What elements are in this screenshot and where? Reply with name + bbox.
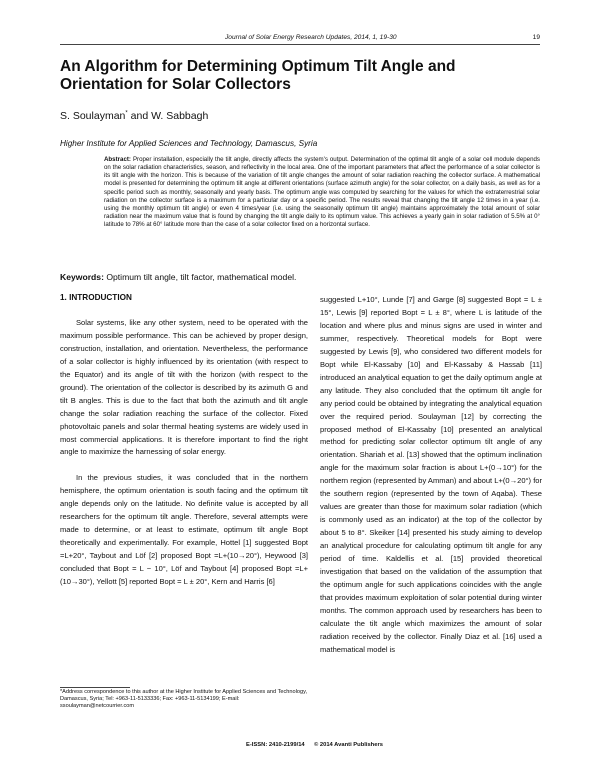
article-title: An Algorithm for Determining Optimum Tilt Angle and Orientation for Solar Collectors [60, 58, 456, 93]
header-rule [60, 44, 540, 45]
issn: E-ISSN: 2410-2199/14 [246, 742, 305, 748]
paragraph: In the previous studies, it was concluded that in the northern hemisphere, the optimum orientation is south facing and the optimum tilt angle depends only on the latitude. No definite value is accepted by all researchers for the optimum tilt angle. Therefore, several attempts were made to determine, or at least to estimate, optimum tilt angle Bopt theoretically and experimentally. For example, Hottel [1] suggested Bopt =L+20°, Taybout and Löf [2] proposed Bopt =L+(10→20°), Heywood [3] concluded that Bopt = L − 10°, Löf and Taybout [4] proposed Bopt =L+(10→30°), Yellott [5] reported Bopt = L ± 20°, Kern and Harris [6] [60, 473, 308, 587]
column-left [60, 292, 308, 589]
author-2: and W. Sabbagh [127, 110, 209, 122]
page-number: 19 [532, 34, 540, 41]
author-1: S. Soulayman [60, 110, 126, 122]
paragraph: Solar systems, like any other system, need to be operated with the maximum possible performance. This can be achieved by proper design, construction, installation, and orientation. Nevertheless, the performance of a solar collector is highly influenced by its orientation (with respect to the Equator) and its angle of tilt with the horizon (with respect to the ground). The orientation of the collector is described by its azimuth G and tilt B angles. This is due to the fact that both the azimuth and tilt angle change the solar radiation reaching the surface of the collector. Fixed photovoltaic panels and solar thermal heating systems are widely used in most commercial applications. It is therefore important to find the right angle to maximize the harnessing of solar energy. [60, 317, 308, 457]
keywords [60, 272, 296, 282]
keywords-text: Optimum tilt angle, tilt factor, mathematical model. [103, 272, 297, 282]
footnote: *Address correspondence to this author at the Higher Institute for Applied Sciences and Technology, Damascus, Syria; Tel: +963-11-5133336; Fax: +963-11-5134199; E-mail: ssoulayman@netcourrier.com [60, 689, 308, 710]
correspondence-mark: * [125, 110, 128, 117]
copyright: © 2014 Avanti Publishers [314, 742, 383, 748]
journal-citation: Journal of Solar Energy Research Updates, 2014, 1, 19-30 [225, 34, 397, 41]
abstract-text: Proper installation, especially the tilt angle, directly affects the system's output. Determination of the optimal tilt angle of a solar cell module depends on the solar radiation characteristics, season, and reflectivity in the local area. One of the important parameters that affect the performance of a solar collector is its tilt angle with the horizon. This is because of the variation of tilt angle changes the amount of solar radiation reaching the collector surface. A mathematical model is presented for determining the optimum tilt angle at different orientations (surface azimuth angle) for the solar collector, on a daily basis, as well as for a specific period such as monthly, seasonally and yearly basis. The optimum angle was computed by searching for the values for which the extraterrestrial solar radiation on the collector surface is a maximum for a particular day or a specific period. The results reveal that changing the tilt angle 12 times in a year (i.e. using the monthly optimum tilt angle) or even 4 times/year (i.e. using the seasonally optimum tilt angle) maintains approximately the total amount of solar radiation near the maximum value that is found by changing the tilt angle daily to its optimum value. This achieves a yearly gain in solar radiation of 5.5% at 0° latitude to 78% at 60° latitude more than the case of a solar collector fixed on a horizontal surface. [104, 156, 540, 229]
authors [60, 110, 208, 122]
affiliation: Higher Institute for Applied Sciences and Technology, Damascus, Syria [60, 139, 318, 148]
abstract [104, 156, 540, 229]
footnote-rule [60, 687, 130, 688]
keywords-label: Keywords: [60, 272, 104, 282]
section-heading: 1. INTRODUCTION [60, 293, 132, 302]
column-right [320, 294, 542, 657]
abstract-label: Abstract: [104, 156, 131, 163]
paragraph: suggested L+10°, Lunde [7] and Garge [8] suggested Bopt = L ± 15°, Lewis [9] reported Bopt = L ± 8°, where L is latitude of the location and where plus and minus signs are used in winter and summer, respectively. Theoretical models for Bopt were suggested by Lewis [9], who considered two different models for Bopt while El-Kassaby [10] and El-Kassaby & Hassab [11] introduced an analytical equation to get the daily optimum angle at any latitude. They also concluded that the optimum tilt angle for any period could be obtained by integrating the analytical equation over the required period. Soulayman [12] by correcting the proposed method of El-Kassaby [10] presented an analytical method for predicting solar collector optimum tilt angle of any orientation. Shariah et al. [13] showed that the optimum inclination angle for the maximum solar fraction is about L+(0→10°) for the northern region (represented by Amman) and about L+(0→20°) for the southern region (represented by the town of Aqaba). These values are greater than those for maximum solar radiation (which is commonly used as an indicator) at the top of the collector by about 5 to 8°. Skeiker [14] presented his study aiming to develop an analytical procedure for calculating optimum tilt angle for any period of time. Kaldellis et al. [15] provided theoretical investigation that based on the validation of the assumption that the optimum angle for such applications coincides with the angle that provides maximum exploitation of solar potential during winter months. The common approach used by researchers has been to calculate the tilt angle which maximizes the amount of solar radiation received by the collector. Finally Diaz et al. [16] used a mathematical model is [320, 295, 542, 654]
